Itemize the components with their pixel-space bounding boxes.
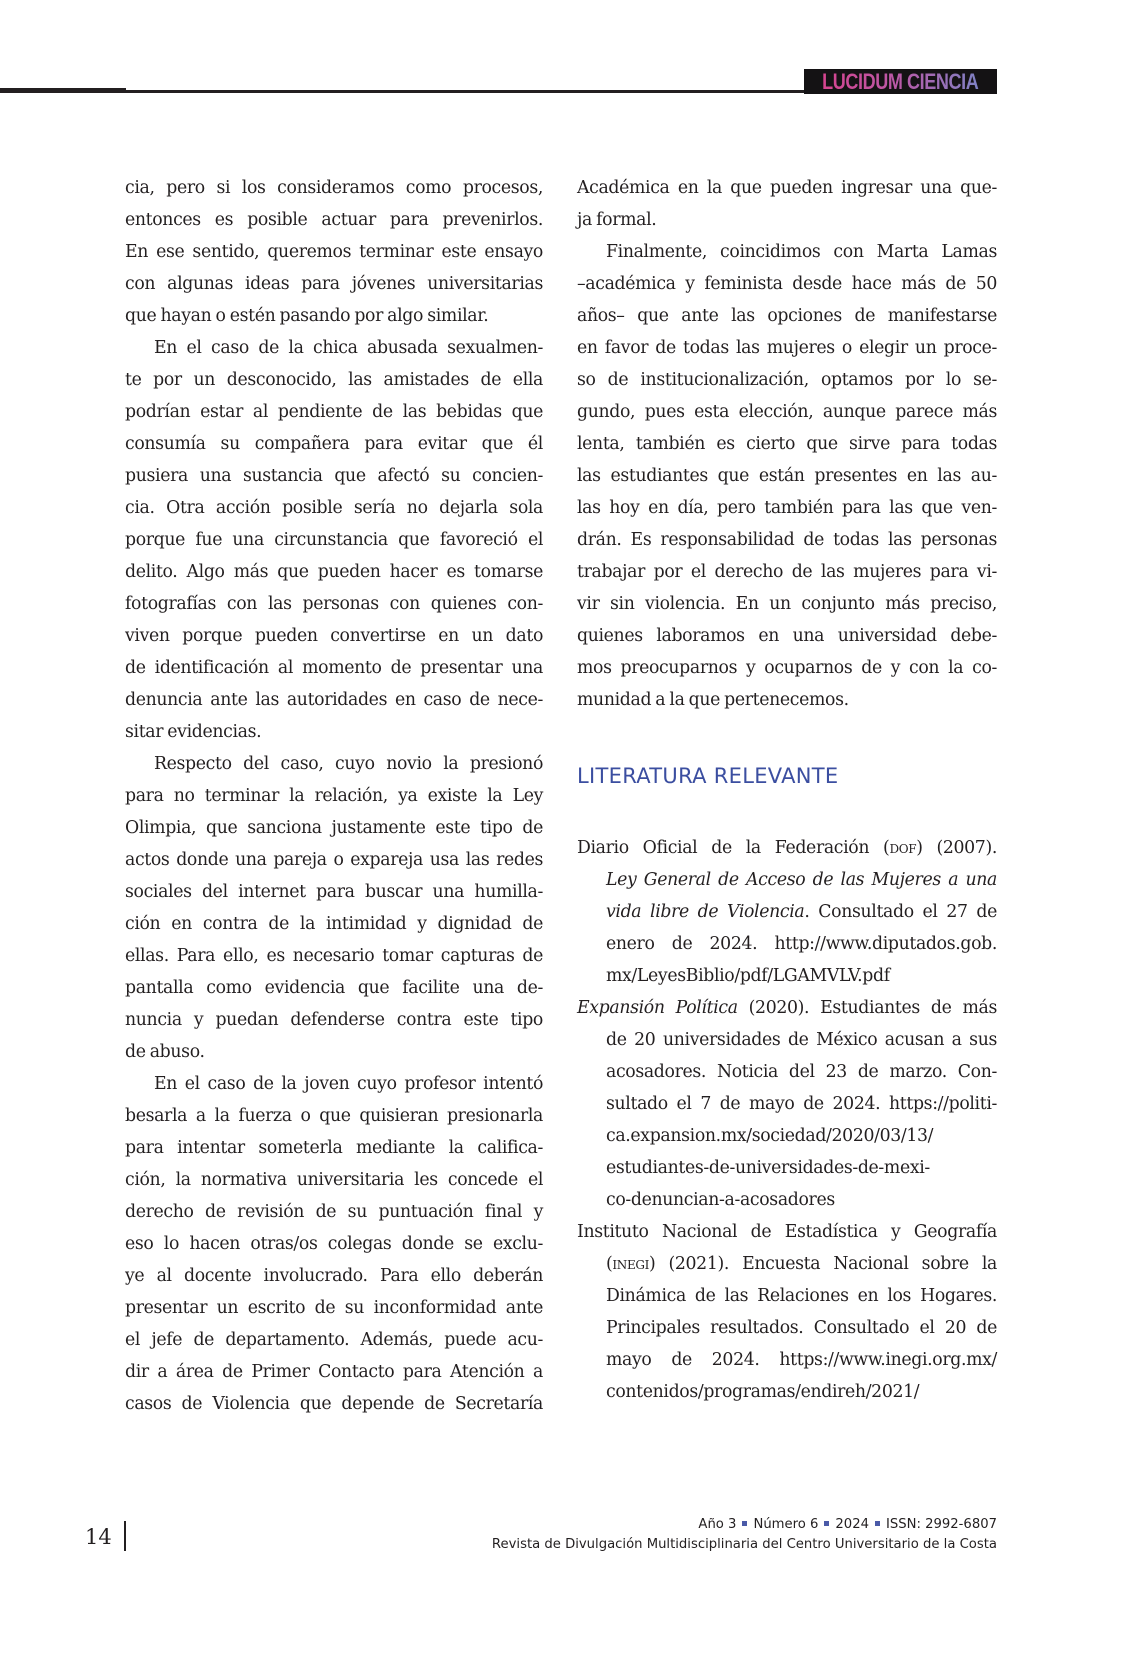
text-line: munidad a la que pertenecemos. [577, 690, 849, 710]
text-line: quienes laboramos en una universidad debe- [577, 626, 997, 646]
reference-url[interactable]: estudiantes-de-universidades-de-mexi- [606, 1158, 930, 1178]
separator-square-icon [742, 1521, 747, 1526]
text-line: Respecto del caso, cuyo novio la presionó [154, 754, 543, 774]
text-line: denuncia ante las autoridades en caso de nece- [125, 690, 543, 710]
text-line: ción en contra de la intimidad y dignidad de [125, 914, 543, 934]
brand-text: LUCIDUM CIENCIA [822, 69, 979, 94]
text-line: lenta, también es cierto que sirve para todas [577, 434, 997, 454]
text-line: casos de Violencia que depende de Secretaría [125, 1394, 543, 1414]
text-line: en favor de todas las mujeres o elegir un proce- [577, 338, 997, 358]
references-list [577, 832, 997, 1408]
text-line: ye al docente involucrado. Para ello deberán [125, 1266, 543, 1286]
text-line: nuncia y puedan defenderse contra este tipo [125, 1010, 543, 1030]
text-line: las estudiantes que están presentes en las au- [577, 466, 997, 486]
reference-url[interactable]: co-denuncian-a-acosadores [606, 1190, 835, 1210]
text-line: dir a área de Primer Contacto para Atención a [125, 1362, 543, 1382]
section-heading-literatura-relevante: LITERATURA RELEVANTE [577, 764, 839, 788]
text-line: el jefe de departamento. Además, puede acu- [125, 1330, 543, 1350]
text-line: vir sin violencia. En un conjunto más preciso, [577, 594, 997, 614]
text-line: para intentar someterla mediante la califica- [125, 1138, 543, 1158]
text-line: para no terminar la relación, ya existe la Ley [125, 786, 543, 806]
text-line: trabajar por el derecho de las mujeres para vi- [577, 562, 997, 582]
text-line: consumía su compañera para evitar que él [125, 434, 543, 454]
reference-line: Dinámica de las Relaciones en los Hogares. [606, 1286, 997, 1306]
right-column [577, 172, 997, 716]
reference-url[interactable]: enero de 2024. http://www.diputados.gob. [606, 934, 997, 954]
text-line: pantalla como evidencia que facilite una de- [125, 978, 543, 998]
text-line: de abuso. [125, 1042, 205, 1062]
text-line: En el caso de la chica abusada sexualmen- [154, 338, 543, 358]
reference-entry-expansion [577, 992, 997, 1216]
reference-url[interactable]: contenidos/programas/endireh/2021/ [606, 1382, 920, 1402]
text-line: cia, pero si los consideramos como procesos, [125, 178, 543, 198]
text-line: viven porque pueden convertirse en un dato [125, 626, 543, 646]
text-line: actos donde una pareja o expareja usa las redes [125, 850, 543, 870]
text-line: porque fue una circunstancia que favoreció el [125, 530, 543, 550]
text-line: con algunas ideas para jóvenes universitarias [125, 274, 543, 294]
text-line: En ese sentido, queremos terminar este ensayo [125, 242, 543, 262]
text-line: delito. Algo más que pueden hacer es tomarse [125, 562, 543, 582]
text-line: Académica en la que pueden ingresar una que- [577, 178, 997, 198]
text-line: so de institucionalización, optamos por lo se- [577, 370, 997, 390]
reference-entry-dof [577, 832, 997, 992]
separator-square-icon [824, 1521, 829, 1526]
reference-url[interactable]: ca.expansion.mx/sociedad/2020/03/13/ [606, 1126, 934, 1146]
header-rule-thick [0, 88, 126, 93]
text-line: de identificación al momento de presentar una [125, 658, 543, 678]
text-line: En el caso de la joven cuyo profesor intentó [154, 1074, 543, 1094]
page-number: 14 [85, 1525, 112, 1549]
text-line: sitar evidencias. [125, 722, 262, 742]
text-line: derecho de revisión de su puntuación final y [125, 1202, 543, 1222]
text-line: besarla a la fuerza o que quisieran presionarla [125, 1106, 543, 1126]
text-line: podrían estar al pendiente de las bebidas que [125, 402, 543, 422]
reference-line: Expansión Política (2020). Estudiantes de más [577, 998, 997, 1018]
text-line: mos preocuparnos y ocuparnos de y con la co- [577, 658, 997, 678]
reference-line [577, 864, 997, 896]
text-line: –académica y feminista desde hace más de 50 [577, 274, 997, 294]
reference-line: acosadores. Noticia del 23 de marzo. Con- [606, 1062, 997, 1082]
reference-line: Principales resultados. Consultado el 20 de [606, 1318, 997, 1338]
reference-url[interactable]: mx/LeyesBiblio/pdf/LGAMVLV.pdf [606, 966, 890, 986]
issue-info: Año 3 Número 6 2024 ISSN: 2992-6807 [698, 1517, 997, 1532]
text-line: eso lo hacen otras/os colegas donde se exclu- [125, 1234, 543, 1254]
text-line: Finalmente, coincidimos con Marta Lamas [606, 242, 997, 262]
text-line: fotografías con las personas con quienes con- [125, 594, 543, 614]
page-number-divider [124, 1521, 126, 1551]
text-line: que hayan o estén pasando por algo similar. [125, 306, 489, 326]
text-line: ja formal. [577, 210, 657, 230]
text-line: gundo, pues esta elección, aunque parece más [577, 402, 997, 422]
journal-brand-logo [804, 69, 997, 94]
text-line: pusiera una sustancia que afectó su concien- [125, 466, 543, 486]
text-line: sociales del internet para buscar una humilla- [125, 882, 543, 902]
reference-title: Expansión Política [577, 998, 738, 1018]
text-line: años– que ante las opciones de manifestarse [577, 306, 997, 326]
separator-square-icon [875, 1521, 880, 1526]
reference-url[interactable]: mayo de 2024. https://www.inegi.org.mx/ [606, 1350, 997, 1370]
reference-line: sultado el 7 de mayo de 2024. https://politi- [606, 1094, 997, 1114]
text-line: las hoy en día, pero también para las que ven- [577, 498, 997, 518]
text-line: ción, la normativa universitaria les concede el [125, 1170, 543, 1190]
reference-line: vida libre de Violencia. Consultado el 27 de [606, 902, 997, 922]
text-line: ellas. Para ello, es necesario tomar capturas de [125, 946, 543, 966]
text-line: drán. Es responsabilidad de todas las personas [577, 530, 997, 550]
text-line: te por un desconocido, las amistades de ella [125, 370, 543, 390]
footer-info [492, 1515, 997, 1555]
reference-title: vida libre de Violencia [606, 902, 805, 922]
reference-line: de 20 universidades de México acusan a sus [606, 1030, 997, 1050]
reference-entry-inegi [577, 1216, 997, 1408]
text-line: presentar un escrito de su inconformidad ante [125, 1298, 543, 1318]
reference-title: Ley General de Acceso de las Mujeres a una [606, 870, 997, 890]
reference-line: (inegi) (2021). Encuesta Nacional sobre la [606, 1254, 997, 1274]
text-line: cia. Otra acción posible sería no dejarla sola [125, 498, 543, 518]
text-line: entonces es posible actuar para prevenirlos. [125, 210, 543, 230]
header-rule-thin [126, 90, 806, 93]
left-column [125, 172, 543, 1420]
reference-line: Instituto Nacional de Estadística y Geografía [577, 1222, 997, 1242]
journal-name: Revista de Divulgación Multidisciplinaria del Centro Universitario de la Costa [491, 1537, 997, 1552]
text-line: Olimpia, que sanciona justamente este tipo de [125, 818, 543, 838]
reference-line: Diario Oficial de la Federación (dof) (2007). [577, 838, 997, 858]
